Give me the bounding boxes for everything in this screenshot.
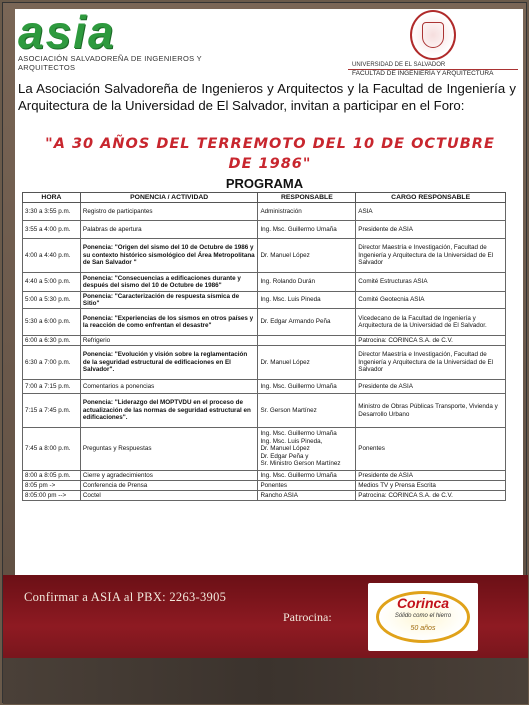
asia-logo	[18, 6, 218, 72]
cell-hora: 5:00 a 5:30 p.m.	[23, 292, 81, 309]
program-heading: PROGRAMA	[225, 176, 304, 191]
table-row	[23, 394, 506, 428]
cell-responsable: Sr. Gerson Martínez	[258, 394, 356, 428]
table-row	[23, 309, 506, 336]
corinca-logo	[368, 583, 478, 651]
table-row	[23, 239, 506, 273]
table-row	[23, 292, 506, 309]
ues-university-name: UNIVERSIDAD DE EL SALVADOR	[352, 62, 446, 68]
cell-hora: 3:30 a 3:55 p.m.	[23, 203, 81, 221]
ues-seal-icon	[410, 10, 456, 60]
corinca-years: 50 años	[410, 625, 436, 632]
cell-actividad: Ponencia: "Liderazgo del MOPTVDU en el proceso de actualización de las normas de seguridad estructural en edificaciones".	[80, 394, 258, 428]
cell-responsable: Dr. Manuel López	[258, 346, 356, 380]
cell-actividad: Ponencia: "Evolución y visión sobre la reglamentación de la seguridad estructural de edificaciones en El Salvador".	[80, 346, 258, 380]
cell-hora: 7:15 a 7:45 p.m.	[23, 394, 81, 428]
cell-hora: 3:55 a 4:00 p.m.	[23, 221, 81, 239]
cell-cargo: ASIA	[356, 203, 506, 221]
cell-actividad: Ponencia: "Caracterización de respuesta sísmica de Sitio"	[80, 292, 258, 309]
cell-hora: 6:30 a 7:00 p.m.	[23, 346, 81, 380]
cell-hora: 4:40 a 5:00 p.m.	[23, 273, 81, 292]
cell-hora: 4:00 a 4:40 p.m.	[23, 239, 81, 273]
cell-responsable: Ing. Msc. Guillermo Umaña	[258, 380, 356, 394]
table-row	[23, 481, 506, 491]
table-row	[23, 428, 506, 471]
cell-responsable: Administración	[258, 203, 356, 221]
cell-cargo: Patrocina: CORINCA S.A. de C.V.	[356, 491, 506, 501]
ues-faculty-name: FACULTAD DE INGENIERÍA Y ARQUITECTURA	[348, 69, 518, 77]
cell-actividad: Ponencia: "Origen del sismo del 10 de Octubre de 1986 y su contexto histórico sismológico del Área Metropolitana de San Salvador "	[80, 239, 258, 273]
ues-logo	[348, 10, 518, 77]
table-row	[23, 221, 506, 239]
cell-responsable: Dr. Edgar Armando Peña	[258, 309, 356, 336]
cell-cargo: Comité Geotecnia ASIA	[356, 292, 506, 309]
cell-cargo: Ministro de Obras Públicas Transporte, Vivienda y Desarrollo Urbano	[356, 394, 506, 428]
sponsor-label: Patrocina:	[283, 610, 332, 624]
corinca-name: Corinca	[396, 595, 450, 611]
cell-actividad: Preguntas y Respuestas	[80, 428, 258, 471]
cell-cargo: Vicedecano de la Facultad de Ingeniería y Arquitectura de la Universidad de El Salvador.	[356, 309, 506, 336]
table-row	[23, 203, 506, 221]
asia-logo-word: asia	[18, 6, 116, 58]
forum-title: "A 30 AÑOS DEL TERREMOTO DEL 10 DE OCTUBRE DE 1986"	[45, 136, 495, 172]
cell-hora: 5:30 a 6:00 p.m.	[23, 309, 81, 336]
asia-logo-subtitle: ASOCIACIÓN SALVADOREÑA DE INGENIEROS Y ARQUITECTOS	[18, 54, 202, 72]
column-header-cargo: CARGO RESPONSABLE	[356, 193, 506, 203]
cell-actividad: Registro de participantes	[80, 203, 258, 221]
cell-responsable: Ponentes	[258, 481, 356, 491]
cell-responsable: Ing. Msc. Luis Pineda	[258, 292, 356, 309]
cell-responsable: Ing. Msc. Guillermo Umaña	[258, 471, 356, 481]
cell-actividad: Conferencia de Prensa	[80, 481, 258, 491]
cell-cargo: Director Maestría e Investigación, Facultad de Ingeniería y Arquitectura de la Universidad de El Salvador	[356, 239, 506, 273]
table-row	[23, 491, 506, 501]
cell-hora: 8:00 a 8:05 p.m.	[23, 471, 81, 481]
cell-cargo: Director Maestría e Investigación, Facultad de Ingeniería y Arquitectura de la Universidad de El Salvador	[356, 346, 506, 380]
program-table	[22, 192, 506, 501]
cell-hora: 6:00 a 6:30 p.m.	[23, 336, 81, 346]
cell-responsable: Ing. Msc. Guillermo Umaña	[258, 221, 356, 239]
cell-cargo: Patrocina: CORINCA S.A. de C.V.	[356, 336, 506, 346]
table-row	[23, 471, 506, 481]
cell-actividad: Ponencia: "Experiencias de los sismos en otros países y la reacción de como enfrentan el desastre"	[80, 309, 258, 336]
cell-actividad: Palabras de apertura	[80, 221, 258, 239]
cell-actividad: Coctel	[80, 491, 258, 501]
cell-hora: 8:05:00 pm -->	[23, 491, 81, 501]
cell-cargo: Presidente de ASIA	[356, 221, 506, 239]
cell-responsable: Ing. Rolando Durán	[258, 273, 356, 292]
corinca-tagline: Sólido como el hierro	[394, 613, 452, 619]
cell-hora: 8:05 pm ->	[23, 481, 81, 491]
column-header-actividad: PONENCIA / ACTIVIDAD	[80, 193, 258, 203]
cell-cargo: Presidente de ASIA	[356, 471, 506, 481]
cell-hora: 7:45 a 8:00 p.m.	[23, 428, 81, 471]
cell-responsable: Dr. Manuel López	[258, 239, 356, 273]
footer-strip	[3, 658, 528, 704]
cell-cargo: Medios TV y Prensa Escrita	[356, 481, 506, 491]
cell-hora: 7:00 a 7:15 p.m.	[23, 380, 81, 394]
confirm-text: Confirmar a ASIA al PBX: 2263-3905	[24, 590, 227, 604]
cell-responsable: Ing. Msc. Guillermo Umaña Ing. Msc. Luis Pineda, Dr. Manuel López Dr. Edgar Peña y Sr. Ministro Gerson Martínez	[258, 428, 356, 471]
cell-responsable: Rancho ASIA	[258, 491, 356, 501]
cell-actividad: Comentarios a ponencias	[80, 380, 258, 394]
table-row	[23, 273, 506, 292]
cell-actividad: Refrigerio	[80, 336, 258, 346]
cell-cargo: Comité Estructuras ASIA	[356, 273, 506, 292]
cell-cargo: Ponentes	[356, 428, 506, 471]
cell-cargo: Presidente de ASIA	[356, 380, 506, 394]
intro-paragraph: La Asociación Salvadoreña de Ingenieros y Arquitectos y la Facultad de Ingeniería y Arquitectura de la Universidad de El Salvador, invitan a participar en el Foro:	[18, 81, 516, 113]
cell-actividad: Ponencia: "Consecuencias a edificaciones durante y después del sismo del 10 de Octubre de 1986"	[80, 273, 258, 292]
table-row	[23, 346, 506, 380]
table-row	[23, 336, 506, 346]
table-row	[23, 380, 506, 394]
column-header-hora: HORA	[23, 193, 81, 203]
column-header-responsable: RESPONSABLE	[258, 193, 356, 203]
cell-responsable	[258, 336, 356, 346]
cell-actividad: Cierre y agradecimientos	[80, 471, 258, 481]
table-header-row	[23, 193, 506, 203]
